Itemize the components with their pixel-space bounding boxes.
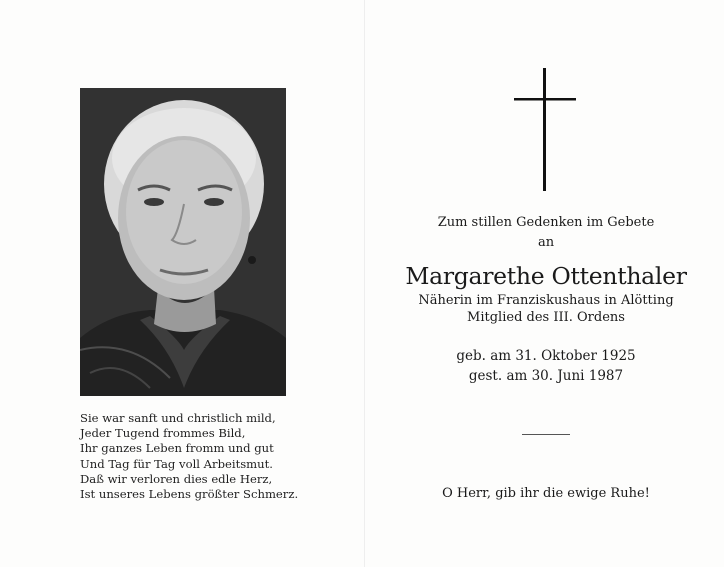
portrait-photo xyxy=(80,88,286,396)
death-date: gest. am 30. Juni 1987 xyxy=(468,368,624,384)
card-fold xyxy=(364,0,365,567)
divider-line xyxy=(522,434,570,435)
intro-text xyxy=(368,213,724,253)
birth-date: geb. am 31. Oktober 1925 xyxy=(456,348,636,364)
verse-line: Jeder Tugend frommes Bild, xyxy=(80,426,246,441)
deceased-details xyxy=(368,292,724,326)
closing-prayer: O Herr, gib ihr die ewige Ruhe! xyxy=(442,486,650,501)
verse-line: Ist unseres Lebens größter Schmerz. xyxy=(80,487,299,502)
intro-line-1: Zum stillen Gedenken im Gebete xyxy=(437,215,655,230)
verse-line: Sie war sanft und christlich mild, xyxy=(80,411,276,425)
verse-line: Ihr ganzes Leben fromm und gut xyxy=(80,441,274,456)
occupation-text: Näherin im Franziskushaus in Alötting xyxy=(418,293,674,308)
verse-line: Daß wir verloren dies edle Herz, xyxy=(80,471,273,486)
cross-icon xyxy=(514,68,576,191)
life-dates xyxy=(368,346,724,386)
deceased-name: Margarethe Ottenthaler xyxy=(405,262,687,290)
membership-text: Mitglied des III. Ordens xyxy=(467,310,625,325)
memorial-verse xyxy=(80,411,340,502)
intro-line-2: an xyxy=(537,235,555,250)
verse-line: Und Tag für Tag voll Arbeitsmut. xyxy=(80,456,273,471)
